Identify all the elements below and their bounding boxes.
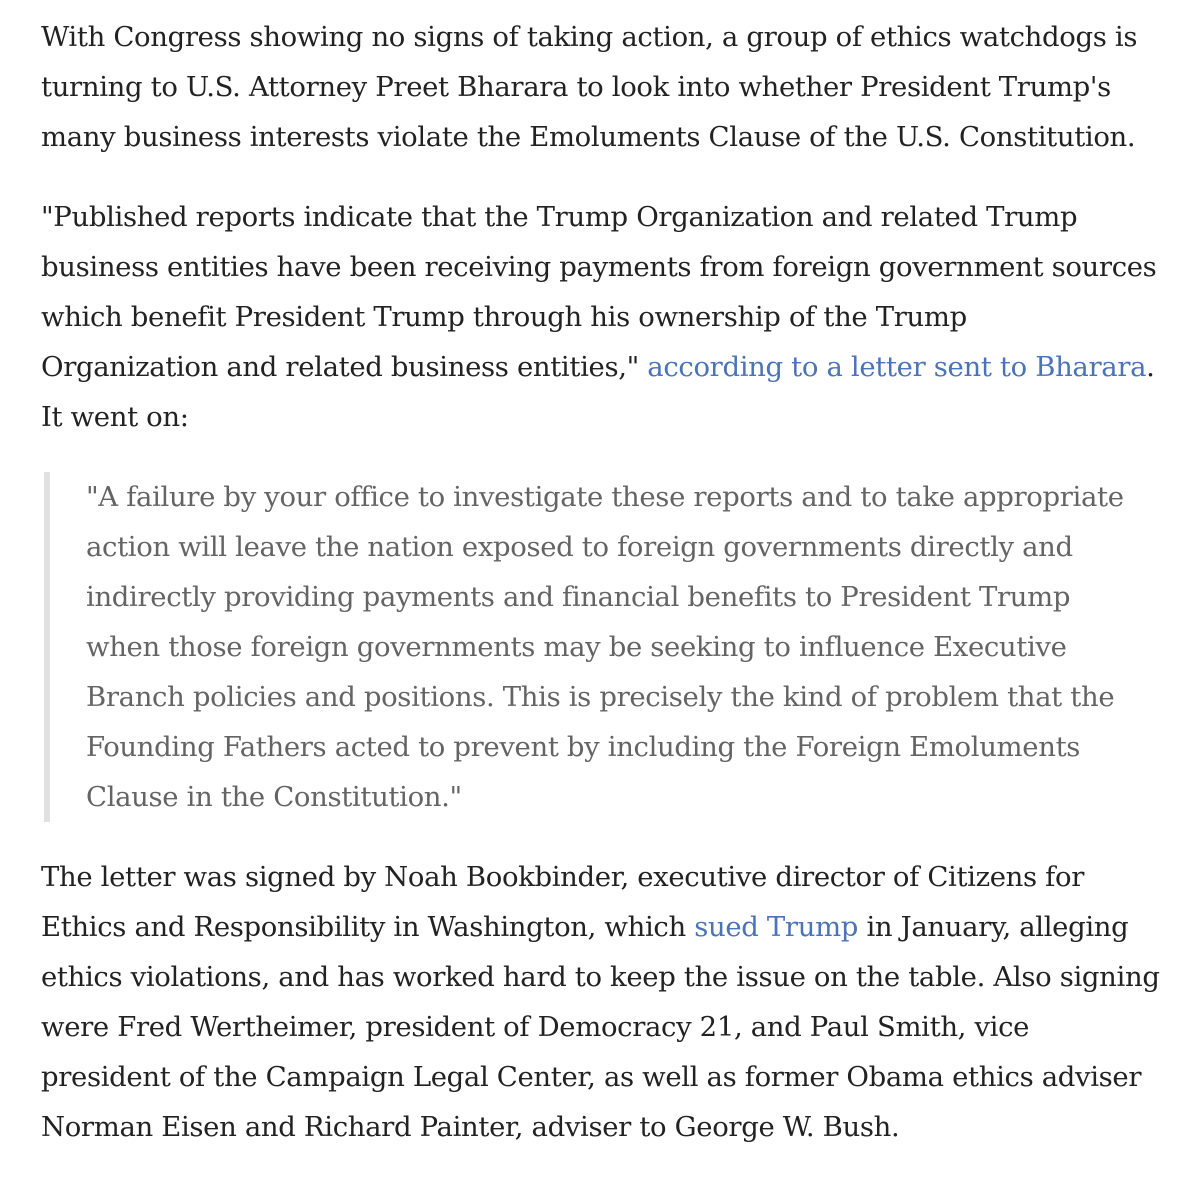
text-segment: . [1146, 351, 1155, 383]
text-line: With Congress showing no signs of taking action, a group of ethics watchdogs is [41, 21, 1138, 53]
text-segment: Organization and related business entities," [41, 351, 648, 383]
text-line: turning to U.S. Attorney Preet Bharara to look into whether President Trump's [41, 71, 1111, 103]
blockquote [44, 472, 1161, 822]
quote-line: when those foreign governments may be seeking to influence Executive [86, 631, 1067, 663]
quote-line: Founding Fathers acted to prevent by including the Foreign Emoluments [86, 731, 1081, 763]
text-line: It went on: [41, 401, 189, 433]
quote-line: Branch policies and positions. This is precisely the kind of problem that the [86, 681, 1115, 713]
text-line: The letter was signed by Noah Bookbinder, executive director of Citizens for [41, 861, 1085, 893]
quote-line: "A failure by your office to investigate these reports and to take appropriate [86, 481, 1124, 513]
quote-line: action will leave the nation exposed to foreign governments directly and [86, 531, 1073, 563]
text-segment: in January, alleging [858, 911, 1129, 943]
text-line [41, 342, 1161, 392]
text-line: president of the Campaign Legal Center, as well as former Obama ethics adviser [41, 1061, 1142, 1093]
text-line: were Fred Wertheimer, president of Democracy 21, and Paul Smith, vice [41, 1011, 1030, 1043]
paragraph-letter-excerpt [41, 192, 1161, 442]
text-line: which benefit President Trump through his ownership of the Trump [41, 301, 967, 333]
text-line: Norman Eisen and Richard Painter, adviser to George W. Bush. [41, 1111, 900, 1143]
text-line: ethics violations, and has worked hard to keep the issue on the table. Also signing [41, 961, 1160, 993]
text-line: "Published reports indicate that the Trump Organization and related Trump [41, 201, 1078, 233]
quote-line: indirectly providing payments and financial benefits to President Trump [86, 581, 1071, 613]
text-segment: Ethics and Responsibility in Washington, which [41, 911, 695, 943]
text-line: many business interests violate the Emoluments Clause of the U.S. Constitution. [41, 121, 1136, 153]
article-body [41, 12, 1161, 1182]
letter-link[interactable]: according to a letter sent to Bharara [647, 351, 1147, 383]
quote-line: Clause in the Constitution." [86, 781, 462, 813]
text-line: business entities have been receiving payments from foreign government sources [41, 251, 1157, 283]
text-line [41, 902, 1161, 952]
paragraph-intro [41, 12, 1161, 162]
sued-trump-link[interactable]: sued Trump [694, 911, 859, 943]
paragraph-signatories [41, 852, 1161, 1152]
